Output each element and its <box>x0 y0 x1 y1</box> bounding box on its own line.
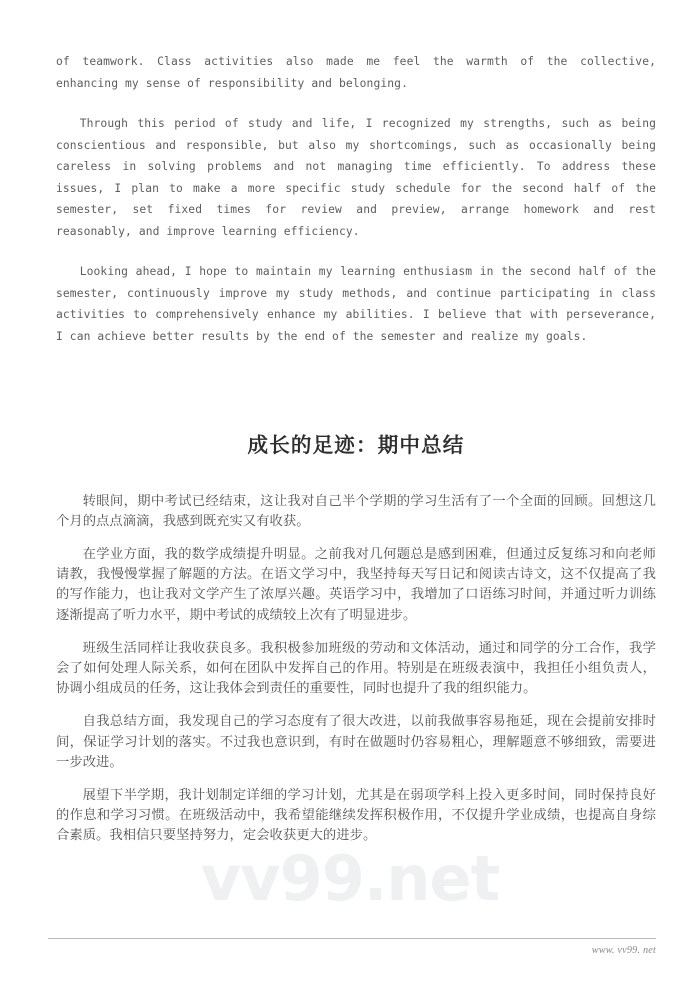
chinese-section <box>56 492 656 847</box>
title-block <box>56 366 656 492</box>
watermark-text: vv99.net <box>200 842 500 915</box>
english-paragraph: Looking ahead, I hope to maintain my learning enthusiasm in the second half of the semester, continuously improve my study methods, and continue participating in class activities to comprehensively enhance my abilities. I believe that with perseverance, I can achieve better results by the end of the semester and realize my goals. <box>56 265 656 343</box>
english-section <box>56 0 656 347</box>
english-paragraph: Through this period of study and life, I recognized my strengths, such as being conscientious and responsible, but also my shortcomings, such as occasionally being careless in solving problems and not managing time efficiently. To address these issues, I plan to make a more specific study schedule for the second half of the semester, set fixed times for review and preview, arrange homework and rest reasonably, and improve learning efficiency. <box>56 117 656 238</box>
page-title: 成长的足迹：期中总结 <box>247 433 465 457</box>
footer-url: www. vv99. net <box>591 945 656 956</box>
chinese-paragraph: 班级生活同样让我收获良多。我积极参加班级的劳动和文体活动，通过和同学的分工合作，我学会了如何处理人际关系，如何在团队中发挥自己的作用。特别是在班级表演中，我担任小组负责人，协调小组成员的任务，这让我体会到责任的重要性，同时也提升了我的组织能力。 <box>56 640 656 697</box>
chinese-paragraph: 在学业方面，我的数学成绩提升明显。之前我对几何题总是感到困难，但通过反复练习和向老师请教，我慢慢掌握了解题的方法。在语文学习中，我坚持每天写日记和阅读古诗文，这不仅提高了我的写作能力，也让我对文学产生了浓厚兴趣。英语学习中，我增加了口语练习时间，并通过听力训练逐渐提高了听力水平，期中考试的成绩较上次有了明显进步。 <box>56 547 656 623</box>
english-paragraph-continued: of teamwork. Class activities also made me feel the warmth of the collective, enhancing my sense of responsibility and belonging. <box>56 55 656 90</box>
chinese-paragraph: 展望下半学期，我计划制定详细的学习计划，尤其是在弱项学科上投入更多时间，同时保持良好的作息和学习习惯。在班级活动中，我希望能继续发挥积极作用，不仅提升学业成绩，也提高自身综合素质。我相信只要坚持努力，定会收获更大的进步。 <box>56 788 656 844</box>
footer-divider <box>48 938 656 939</box>
document-content <box>56 0 656 860</box>
chinese-paragraph: 自我总结方面，我发现自己的学习态度有了很大改进，以前我做事容易拖延，现在会提前安排时间，保证学习计划的落实。不过我也意识到，有时在做题时仍容易粗心，理解题意不够细致，需要进一步改进。 <box>56 714 656 770</box>
page-footer <box>48 938 656 956</box>
chinese-paragraph: 转眼间，期中考试已经结束，这让我对自己半个学期的学习生活有了一个全面的回顾。回想这几个月的点点滴滴，我感到既充实又有收获。 <box>56 493 656 529</box>
